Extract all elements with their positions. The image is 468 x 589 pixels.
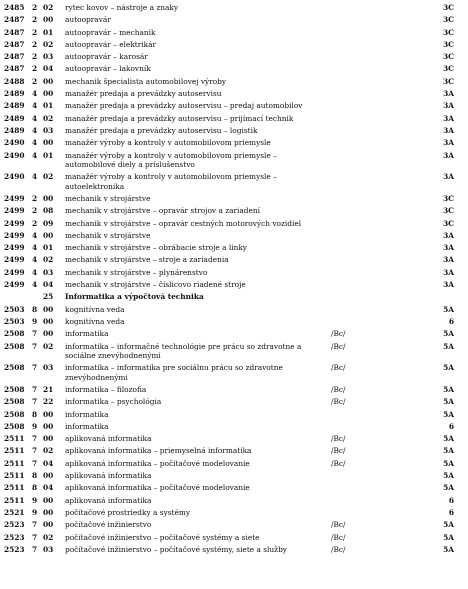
level-digit-cell: 4 (32, 230, 38, 240)
level-digit-cell: 4 (32, 255, 38, 265)
suffix-cell: 01 (43, 243, 54, 253)
table-row (4, 280, 464, 292)
isced-level-cell: 5A (443, 520, 454, 530)
degree-note-cell (331, 89, 426, 101)
isced-level-cell: 5A (443, 397, 454, 407)
code-cell: 2490 (4, 172, 25, 182)
table-row (4, 422, 464, 434)
isced-level-cell: 3A (443, 125, 454, 135)
isced-level-cell: 3A (443, 255, 454, 265)
code-cell: 2499 (4, 280, 25, 290)
degree-note-cell (331, 255, 426, 267)
table-row (4, 329, 464, 341)
table-row (4, 172, 464, 194)
section-heading-row (4, 292, 464, 304)
table-row (4, 385, 464, 397)
level-digit-cell: 7 (32, 329, 38, 339)
degree-note-cell: /Bc/ (331, 363, 346, 373)
program-name-cell: mechanik v strojárstve (65, 193, 151, 203)
program-name-cell: počítačové inžinierstvo – počítačové systémy, siete a služby (65, 544, 287, 554)
degree-note-cell (331, 138, 426, 150)
code-cell: 2490 (4, 150, 25, 160)
program-name-cell: mechanik v strojárstve – stroje a zariadenia (65, 255, 229, 265)
degree-note-cell (331, 268, 426, 280)
program-name-cell: kognitívna veda (65, 304, 125, 314)
code-cell: 2508 (4, 341, 25, 351)
isced-level-cell: 3C (442, 193, 454, 203)
code-cell: 2511 (4, 483, 25, 493)
degree-note-cell (331, 52, 426, 64)
level-digit-cell: 9 (32, 421, 38, 431)
degree-note-cell: /Bc/ (331, 397, 346, 407)
code-cell: 2499 (4, 218, 25, 228)
suffix-cell: 02 (43, 172, 54, 182)
code-cell: 2490 (4, 138, 25, 148)
degree-note-cell (331, 206, 426, 218)
degree-note-cell (331, 28, 426, 40)
program-name-cell: aplikovaná informatika – počítačové modelovanie (65, 483, 250, 493)
isced-level-cell: 6 (448, 495, 454, 505)
program-name-cell: aplikovaná informatika – počítačové modelovanie (65, 458, 250, 468)
program-name-cell: manažér predaja a prevádzky autoservisu – predaj automobilov (65, 101, 303, 111)
level-digit-cell: 2 (32, 27, 38, 37)
isced-level-cell: 6 (448, 421, 454, 431)
suffix-cell: 00 (43, 76, 54, 86)
degree-note-cell (331, 126, 426, 138)
code-cell: 2489 (4, 113, 25, 123)
table-row (4, 520, 464, 532)
code-cell: 2503 (4, 316, 25, 326)
degree-note-cell (331, 114, 426, 126)
suffix-cell: 03 (43, 52, 54, 62)
isced-level-cell: 3A (443, 113, 454, 123)
suffix-cell: 04 (43, 280, 54, 290)
level-digit-cell: 4 (32, 243, 38, 253)
degree-note-cell (331, 194, 426, 206)
table-row (4, 64, 464, 76)
table-row (4, 89, 464, 101)
suffix-cell: 02 (43, 532, 54, 542)
code-cell: 2503 (4, 304, 25, 314)
level-digit-cell: 4 (32, 267, 38, 277)
level-digit-cell: 9 (32, 495, 38, 505)
table-row (4, 317, 464, 329)
code-cell: 2489 (4, 125, 25, 135)
program-name-cell: manažér výroby a kontroly v automobilovom priemysle (65, 138, 271, 148)
suffix-cell: 03 (43, 267, 54, 277)
degree-note-cell (331, 305, 426, 317)
table-row (4, 255, 464, 267)
code-cell: 2508 (4, 363, 25, 373)
isced-level-cell: 5A (443, 329, 454, 339)
suffix-cell: 00 (43, 520, 54, 530)
level-digit-cell: 7 (32, 397, 38, 407)
isced-level-cell: 6 (448, 507, 454, 517)
program-name-cell: aplikovaná informatika (65, 471, 152, 481)
table-row (4, 126, 464, 138)
code-cell: 2499 (4, 193, 25, 203)
program-name-cell: počítačové inžinierstvo – počítačové systémy a siete (65, 532, 260, 542)
table-row (4, 342, 464, 364)
suffix-cell: 00 (43, 507, 54, 517)
code-cell: 2487 (4, 39, 25, 49)
degree-note-cell (331, 280, 426, 292)
code-cell (4, 292, 32, 304)
code-cell: 2487 (4, 52, 25, 62)
table-row (4, 434, 464, 446)
isced-level-cell: 3C (442, 15, 454, 25)
table-body (4, 3, 464, 557)
degree-note-cell: /Bc/ (331, 329, 346, 339)
level-digit-cell: 4 (32, 150, 38, 160)
table-row (4, 219, 464, 231)
isced-level-cell: 5A (443, 304, 454, 314)
table-row (4, 138, 464, 150)
program-name-cell: mechanik v strojárstve (65, 230, 151, 240)
code-cell: 2508 (4, 397, 25, 407)
level-digit-cell: 4 (32, 89, 38, 99)
program-name-cell: rytec kovov – nástroje a znaky (65, 3, 179, 12)
level-digit-cell: 4 (32, 113, 38, 123)
degree-note-cell (331, 243, 426, 255)
level-digit-cell: 7 (32, 520, 38, 530)
suffix-cell: 01 (43, 101, 54, 111)
level-digit-cell: 2 (32, 15, 38, 25)
suffix-cell: 02 (43, 39, 54, 49)
program-name-cell: kognitívna veda (65, 316, 125, 326)
isced-level-cell: 3A (443, 172, 454, 182)
code-cell: 2523 (4, 544, 25, 554)
table-row (4, 496, 464, 508)
code-cell: 2511 (4, 446, 25, 456)
level-digit-cell: 2 (32, 193, 38, 203)
table-row (4, 410, 464, 422)
table-row (4, 459, 464, 471)
table-row (4, 533, 464, 545)
degree-note-cell (331, 508, 426, 520)
table-row (4, 114, 464, 126)
level-digit-cell: 7 (32, 532, 38, 542)
isced-level-cell: 3A (443, 243, 454, 253)
program-name-cell: počítačové inžinierstvo (65, 520, 152, 530)
document-page (4, 3, 464, 557)
level-digit-cell: 2 (32, 3, 38, 12)
suffix-cell: 03 (43, 125, 54, 135)
table-row (4, 206, 464, 218)
degree-note-cell (331, 317, 426, 329)
suffix-cell: 02 (43, 341, 54, 351)
degree-note-cell (331, 471, 426, 483)
program-name-cell: manažér predaja a prevádzky autoservisu – prijímací technik (65, 113, 294, 123)
table-row (4, 101, 464, 113)
program-name-cell: mechanik špecialista automobilovej výroby (65, 76, 227, 86)
table-row (4, 231, 464, 243)
suffix-cell: 00 (43, 316, 54, 326)
program-name-cell: počítačové prostriedky a systémy (65, 507, 191, 517)
degree-note-cell: /Bc/ (331, 520, 346, 530)
program-name-cell: informatika (65, 409, 109, 419)
isced-level-cell: 3C (442, 3, 454, 12)
program-name-cell: informatika (65, 421, 109, 431)
level-digit-cell: 7 (32, 363, 38, 373)
suffix-cell: 00 (43, 138, 54, 148)
code-cell: 2499 (4, 230, 25, 240)
code-cell: 2508 (4, 329, 25, 339)
isced-level-cell: 5A (443, 363, 454, 373)
program-name-cell: mechanik v strojárstve – opravár strojov a zariadení (65, 206, 261, 216)
isced-level-cell: 5A (443, 434, 454, 444)
code-cell: 2489 (4, 89, 25, 99)
program-name-cell: manažér predaja a prevádzky autoservisu – logistik (65, 125, 258, 135)
program-name-cell: manažér výroby a kontroly v automobilovom priemysle – autoelektronika (65, 172, 277, 191)
isced-level-cell: 5A (443, 341, 454, 351)
suffix-cell: 00 (43, 329, 54, 339)
table-row (4, 471, 464, 483)
level-digit-cell: 2 (32, 52, 38, 62)
level-digit-cell: 8 (32, 409, 38, 419)
code-cell: 2499 (4, 267, 25, 277)
program-name-cell: mechanik v strojárstve – opravár cestných motorových vozidiel (65, 218, 302, 228)
study-programs-table (4, 3, 464, 557)
table-row (4, 483, 464, 495)
isced-level-cell: 5A (443, 471, 454, 481)
suffix-cell: 00 (43, 409, 54, 419)
level-digit-cell: 7 (32, 446, 38, 456)
isced-level-cell: 6 (448, 316, 454, 326)
suffix-cell: 00 (43, 89, 54, 99)
isced-level-cell: 3C (442, 76, 454, 86)
level-digit-cell: 4 (32, 138, 38, 148)
degree-note-cell: /Bc/ (331, 341, 346, 351)
table-row (4, 243, 464, 255)
code-cell: 2523 (4, 520, 25, 530)
program-name-cell: Informatika a výpočtová technika (65, 292, 204, 302)
degree-note-cell: /Bc/ (331, 544, 346, 554)
level-digit-cell: 9 (32, 507, 38, 517)
degree-note-cell (331, 77, 426, 89)
degree-note-cell (331, 219, 426, 231)
code-cell: 2508 (4, 421, 25, 431)
suffix-cell: 22 (43, 397, 54, 407)
degree-note-cell (331, 410, 426, 422)
isced-level-cell: 3C (442, 39, 454, 49)
degree-note-cell (331, 101, 426, 113)
degree-note-cell: /Bc/ (331, 434, 346, 444)
suffix-cell: 00 (43, 471, 54, 481)
level-digit-cell: 4 (32, 101, 38, 111)
level-digit-cell: 8 (32, 471, 38, 481)
isced-level-cell: 3C (442, 64, 454, 74)
program-name-cell: mechanik v strojárstve – číslicovo riadené stroje (65, 280, 246, 290)
suffix-cell: 04 (43, 64, 54, 74)
degree-note-cell (331, 496, 426, 508)
program-name-cell: informatika – informatika pre sociálnu prácu so zdravotne znevýhodnenými (65, 363, 283, 382)
code-cell: 2511 (4, 471, 25, 481)
isced-level-cell: 3C (442, 218, 454, 228)
suffix-cell: 00 (43, 193, 54, 203)
suffix-cell: 25 (43, 292, 54, 302)
isced-level-cell: 5A (443, 458, 454, 468)
table-row (4, 15, 464, 27)
level-digit-cell: 7 (32, 544, 38, 554)
degree-note-cell (331, 292, 426, 304)
isced-level-cell: 5A (443, 384, 454, 394)
table-row (4, 3, 464, 15)
isced-level-cell: 3A (443, 280, 454, 290)
degree-note-cell: /Bc/ (331, 446, 346, 456)
program-name-cell: manažér výroby a kontroly v automobilovom priemysle – automobilové diely a príslušenstvo (65, 150, 277, 169)
suffix-cell: 02 (43, 255, 54, 265)
suffix-cell: 00 (43, 230, 54, 240)
table-row (4, 268, 464, 280)
table-row (4, 305, 464, 317)
isced-level-cell: 3C (442, 52, 454, 62)
degree-note-cell: /Bc/ (331, 532, 346, 542)
program-name-cell: autoopravár – elektrikár (65, 39, 157, 49)
suffix-cell: 00 (43, 15, 54, 25)
degree-note-cell: /Bc/ (331, 458, 346, 468)
suffix-cell: 01 (43, 27, 54, 37)
level-digit-cell: 9 (32, 316, 38, 326)
code-cell: 2521 (4, 507, 25, 517)
code-cell: 2487 (4, 64, 25, 74)
isced-level-cell: 3A (443, 267, 454, 277)
isced-level-cell: 3C (442, 206, 454, 216)
degree-note-cell (331, 422, 426, 434)
level-digit-cell: 2 (32, 64, 38, 74)
level-digit-cell: 7 (32, 434, 38, 444)
program-name-cell: autoopravár – lakovník (65, 64, 151, 74)
suffix-cell: 02 (43, 446, 54, 456)
suffix-cell: 00 (43, 434, 54, 444)
degree-note-cell (331, 40, 426, 52)
isced-level-cell: 3A (443, 101, 454, 111)
code-cell: 2499 (4, 206, 25, 216)
program-name-cell: informatika – psychológia (65, 397, 162, 407)
suffix-cell: 00 (43, 421, 54, 431)
isced-level-cell: 3A (443, 150, 454, 160)
isced-level-cell: 3A (443, 138, 454, 148)
level-digit-cell: 4 (32, 280, 38, 290)
degree-note-cell: /Bc/ (331, 384, 346, 394)
code-cell: 2488 (4, 76, 25, 86)
code-cell: 2508 (4, 384, 25, 394)
isced-level-cell: 3C (442, 27, 454, 37)
program-name-cell: informatika (65, 329, 109, 339)
isced-level-cell (426, 292, 464, 304)
suffix-cell: 04 (43, 483, 54, 493)
table-row (4, 446, 464, 458)
level-digit-cell: 4 (32, 172, 38, 182)
table-row (4, 363, 464, 385)
table-row (4, 77, 464, 89)
code-cell: 2511 (4, 458, 25, 468)
degree-note-cell (331, 15, 426, 27)
isced-level-cell: 5A (443, 544, 454, 554)
level-digit-cell: 8 (32, 483, 38, 493)
program-name-cell: manažér predaja a prevádzky autoservisu (65, 89, 222, 99)
program-name-cell: mechanik v strojárstve – plynárenstvo (65, 267, 208, 277)
table-row (4, 397, 464, 409)
level-digit-cell (32, 292, 43, 304)
table-row (4, 508, 464, 520)
level-digit-cell: 2 (32, 218, 38, 228)
suffix-cell: 09 (43, 218, 54, 228)
degree-note-cell (331, 64, 426, 76)
isced-level-cell: 5A (443, 409, 454, 419)
program-name-cell: autoopravár – mechanik (65, 27, 156, 37)
isced-level-cell: 3A (443, 230, 454, 240)
code-cell: 2499 (4, 255, 25, 265)
isced-level-cell: 5A (443, 532, 454, 542)
suffix-cell: 04 (43, 458, 54, 468)
code-cell: 2487 (4, 15, 25, 25)
level-digit-cell: 2 (32, 76, 38, 86)
program-name-cell: mechanik v strojárstve – obrábacie stroje a linky (65, 243, 247, 253)
table-row (4, 545, 464, 557)
program-name-cell: autoopravár – karosár (65, 52, 148, 62)
level-digit-cell: 2 (32, 206, 38, 216)
table-row (4, 28, 464, 40)
degree-note-cell (331, 172, 426, 194)
level-digit-cell: 7 (32, 384, 38, 394)
program-name-cell: aplikovaná informatika – priemyselná informatika (65, 446, 252, 456)
code-cell: 2511 (4, 495, 25, 505)
program-name-cell: informatika – filozofia (65, 384, 147, 394)
suffix-cell: 03 (43, 544, 54, 554)
isced-level-cell: 5A (443, 483, 454, 493)
suffix-cell: 00 (43, 304, 54, 314)
degree-note-cell (331, 231, 426, 243)
table-row (4, 194, 464, 206)
level-digit-cell: 2 (32, 39, 38, 49)
program-name-cell: aplikovaná informatika (65, 495, 152, 505)
program-name-cell: aplikovaná informatika (65, 434, 152, 444)
suffix-cell: 02 (43, 113, 54, 123)
isced-level-cell: 5A (443, 446, 454, 456)
degree-note-cell (331, 483, 426, 495)
suffix-cell: 02 (43, 3, 54, 12)
suffix-cell: 01 (43, 150, 54, 160)
isced-level-cell: 3A (443, 89, 454, 99)
suffix-cell: 03 (43, 363, 54, 373)
table-row (4, 151, 464, 173)
table-row (4, 40, 464, 52)
degree-note-cell (331, 3, 426, 15)
program-name-cell: autoopravár (65, 15, 111, 25)
suffix-cell: 08 (43, 206, 54, 216)
level-digit-cell: 7 (32, 341, 38, 351)
level-digit-cell: 7 (32, 458, 38, 468)
level-digit-cell: 8 (32, 304, 38, 314)
suffix-cell: 00 (43, 495, 54, 505)
code-cell: 2499 (4, 243, 25, 253)
code-cell: 2511 (4, 434, 25, 444)
program-name-cell: informatika – informačné technológie pre prácu so zdravotne a sociálne znevýhodnenými (65, 341, 302, 360)
degree-note-cell (331, 151, 426, 173)
code-cell: 2489 (4, 101, 25, 111)
code-cell: 2485 (4, 3, 25, 12)
code-cell: 2523 (4, 532, 25, 542)
code-cell: 2508 (4, 409, 25, 419)
code-cell: 2487 (4, 27, 25, 37)
suffix-cell: 21 (43, 384, 54, 394)
table-row (4, 52, 464, 64)
level-digit-cell: 4 (32, 125, 38, 135)
